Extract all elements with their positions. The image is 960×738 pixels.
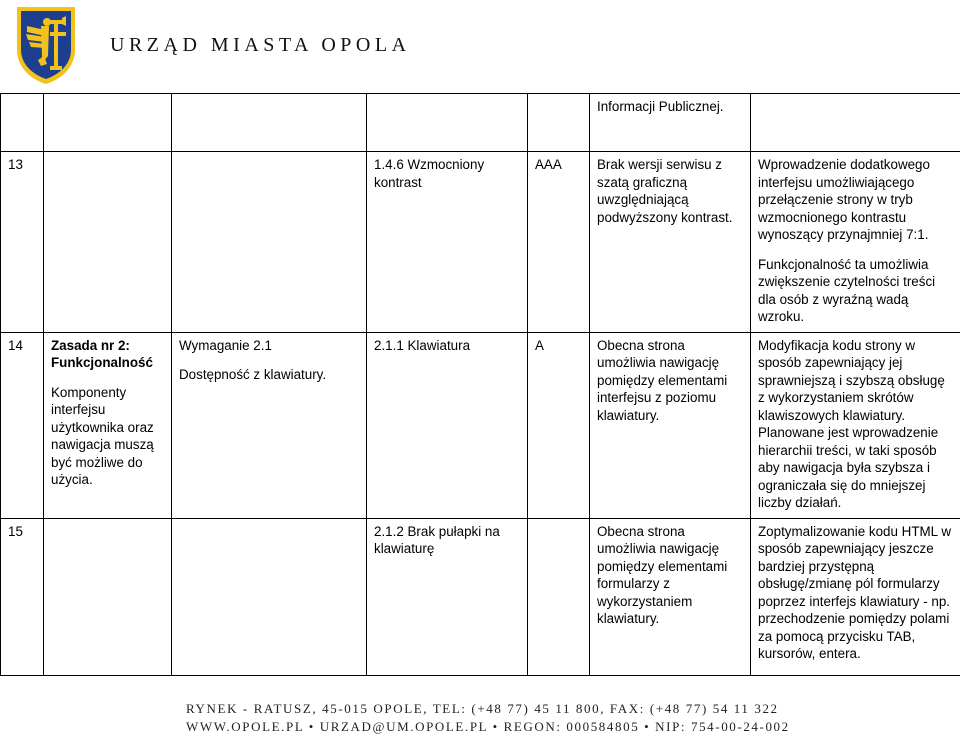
cell-paragraph: 2.1.2 Brak pułapki na klawiaturę xyxy=(374,523,500,556)
cell-paragraph: Wprowadzenie dodatkowego interfejsu umożliwiającego przełączenie strony w tryb wzmocnionego kontrastu wynoszący przynajmniej 7:1. xyxy=(758,157,930,242)
principle-cell xyxy=(44,152,172,333)
cell-paragraph: Informacji Publicznej. xyxy=(597,99,724,114)
page-footer xyxy=(186,700,790,736)
cell-paragraph: Wymaganie 2.1 xyxy=(179,337,272,353)
current-state-cell xyxy=(590,94,751,152)
cell-paragraph: 1.4.6 Wzmocniony kontrast xyxy=(374,157,485,190)
criterion-cell xyxy=(367,332,528,518)
table-row xyxy=(1,94,960,152)
proposed-change-cell xyxy=(751,332,960,518)
coat-of-arms-icon xyxy=(14,4,78,86)
requirement-cell xyxy=(172,152,367,333)
proposed-change-cell xyxy=(751,152,960,333)
proposed-change-cell xyxy=(751,518,960,675)
cell-paragraph: Modyfikacja kodu strony w sposób zapewniający jej sprawniejszą i szybszą obsługę z wykorzystaniem skrótów klawiszowych klawiatury. Planowane jest wprowadzenie hierarchii treści, w taki sposób aby nawigacja była szybsza i ograniczała się do mniejszej liczby działań. xyxy=(758,337,945,510)
table-row xyxy=(1,152,960,333)
requirement-cell xyxy=(172,518,367,675)
cell-paragraph: Zasada nr 2: Funkcjonalność xyxy=(51,337,153,370)
compliance-table xyxy=(0,93,960,676)
level-cell xyxy=(528,518,590,675)
cell-paragraph: Obecna strona umożliwia nawigację pomiędzy elementami formularzy z wykorzystaniem klawiatury. xyxy=(597,523,728,626)
current-state-cell xyxy=(590,332,751,518)
table-row xyxy=(1,518,960,675)
criterion-cell xyxy=(367,518,528,675)
row-number xyxy=(1,94,44,152)
cell-paragraph: Komponenty interfejsu użytkownika oraz nawigacja muszą być możliwe do użycia. xyxy=(51,384,154,487)
cell-paragraph: 2.1.1 Klawiatura xyxy=(374,337,471,353)
footer-contact: WWW.OPOLE.PL • URZAD@UM.OPOLE.PL • REGON: 000584805 • NIP: 754-00-24-002 xyxy=(186,719,790,734)
cell-paragraph: Dostępność z klawiatury. xyxy=(179,367,327,382)
criterion-cell xyxy=(367,94,528,152)
row-number: 14 xyxy=(1,332,44,518)
cell-paragraph: Obecna strona umożliwia nawigację pomiędzy elementami interfejsu z poziomu klawiatury. xyxy=(597,337,728,423)
current-state-cell xyxy=(590,518,751,675)
current-state-cell xyxy=(590,152,751,333)
cell-paragraph: Zoptymalizowanie kodu HTML w sposób zapewniający jeszcze bardziej przystępną obsługę/zmianę pól formularzy poprzez interfejs klawiatury - np. przechodzenie pomiędzy polami za pomocą przycisku TAB, kursorów, entera. xyxy=(758,523,951,661)
office-name: URZĄD MIASTA OPOLA xyxy=(110,34,411,56)
principle-cell xyxy=(44,518,172,675)
level-cell: AAA xyxy=(528,152,590,333)
footer-address: RYNEK - RATUSZ, 45-015 OPOLE, TEL: (+48 77) 45 11 800, FAX: (+48 77) 54 11 322 xyxy=(186,701,779,716)
row-number: 13 xyxy=(1,152,44,333)
criterion-cell xyxy=(367,152,528,333)
level-cell: A xyxy=(528,332,590,518)
row-number: 15 xyxy=(1,518,44,675)
principle-cell xyxy=(44,94,172,152)
page-header xyxy=(0,0,960,92)
cell-paragraph: Brak wersji serwisu z szatą graficzną uwzględniającą podwyższony kontrast. xyxy=(597,157,733,225)
principle-cell xyxy=(44,332,172,518)
proposed-change-cell xyxy=(751,94,960,152)
cell-paragraph: Funkcjonalność ta umożliwia zwiększenie czytelności treści dla osób z wyraźną wadą wzroku. xyxy=(758,256,936,324)
level-cell xyxy=(528,94,590,152)
table-row xyxy=(1,332,960,518)
requirement-cell xyxy=(172,332,367,518)
requirement-cell xyxy=(172,94,367,152)
